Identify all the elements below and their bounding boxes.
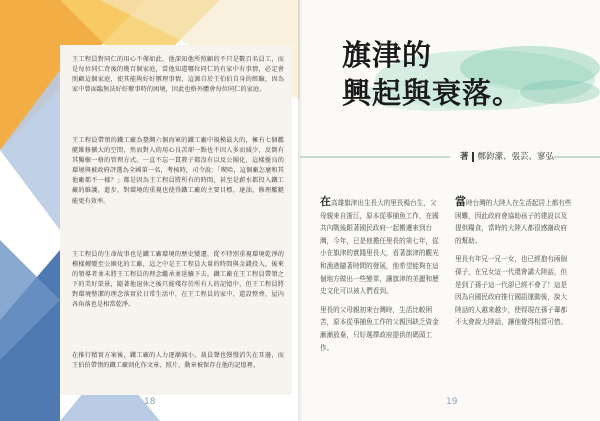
column1-paragraph-1 bbox=[320, 196, 440, 298]
paragraph-text: 時台灣的大陸人在生活起居上都有些困難，因此政府會協助孩子的建設以及提供糧食，當時的大陸人都很感謝政府的幫助。 bbox=[455, 199, 572, 245]
dropcap: 當 bbox=[455, 195, 466, 208]
page-number-left: 18 bbox=[144, 397, 156, 407]
book-spine-shadow bbox=[298, 0, 302, 421]
divider-left bbox=[300, 156, 450, 158]
left-paragraph-2: 王工程員帶領的鐵工廠為臺灣六個海軍的鐵工廠中規模最大的，擁有七個艦艇維修擴大的空間，然而對人的用心良苦卻一點也不因人多而減少，反倒有其獨樹一格的管理方式。一直不忘一貫教子都沒有以及公團化，這樣優良的環境與被政府評選為全國第一名，考核時，司令說：「喫哈，這個廠怎麼和其他廠都不一樣？」都是因為王工程員將所有的時間，甚至是薪水都投入鐵工廠的維護，進步，對環境的重視也使得鐵工廠的主要目標，達油，修理艦艇能更有效率。 bbox=[72, 137, 284, 205]
left-paragraph-4: 在推行精實方案後，鐵工廠的人力逐漸減小，裁員聲也慢慢消失在耳邊，而王伯伯帶領的鐵工廠則化作文章、照片、動章被保存在他的記憶裡。 bbox=[72, 352, 284, 370]
article-title-line1: 旗津的 bbox=[342, 38, 433, 72]
column2-paragraph-2 bbox=[455, 253, 573, 329]
left-paragraph-1: 王工程員對同仁的用心不僅如此，他深知他所照顧的不只是數百名員工，而是每位同仁背後的幾百個家庭，當他知道哪位同仁的有家中有事情，必定會照顧這個家庭，使其能夠好好辦理事情，這源自於王伯伯自身的經驗，因為家中曾面臨無法好好辦事時的困境，因此也格外體會每位同仁的家庭。 bbox=[72, 56, 284, 94]
divider-right bbox=[554, 156, 600, 158]
author-byline bbox=[460, 150, 554, 162]
column2-paragraph-1 bbox=[455, 196, 573, 247]
author-names: 鄭鈞瀠、張芸、寥弘 bbox=[477, 152, 555, 162]
right-page bbox=[300, 0, 600, 421]
text-column-2 bbox=[455, 196, 573, 329]
paragraph-text: 里長的父母親初來台灣時，生活比較困苦，原本從事捕魚工作的父親因缺乏資金漸漸放棄，只好選擇政府提供的碼頭工作。 bbox=[320, 305, 439, 352]
paragraph-text: 里長有年兄一兄一女，也已經抱有兩個孫子，在兄女這一代還會講大陸話，但是到了孫子這一代卻已經不會了！這是因為自國民政府推行國語運動後，說大陸話的人越來越少，使得現在孫子輩都不太會說大陸話，讓他覺得相當可惜。 bbox=[455, 255, 568, 327]
dropcap: 在 bbox=[320, 195, 331, 208]
paragraph-text: 高雄旗津出生長大的里長楊台生，父母親來自浙江，原本從事捕魚工作，在國共內戰後跟著國民政府一起搬遷來到台灣，今年，已是他擔任里長的第七年，從小在旗津的實踐里長大，看著旗津的觀光和漁港隨著時間的發展，他希望能夠在這個地方做出一些變革，讓旗津的美麗和歷史文化可以被人們看到。 bbox=[320, 199, 439, 296]
article-title-line2: 興起與衰落。 bbox=[342, 76, 523, 110]
page-number-right: 19 bbox=[446, 397, 458, 407]
left-paragraph-3: 王工程員的生命故事也是鐵工廠環境的歷史變遷，從不特別重視環境乾淨的模樣轉變至公園化的工廠，這之中是王工程員大量的時間與金錢投入，後來的領導者並未將王工程員的理念繼承並延續下去，鐵工廠在王工程員帶領之下的美好榮景，隨著他退休之後只能殘存於所有人的記憶中，但王工程員將對環境整潔的理念落實於日常生活中，在王工程員的家中，還設整齊，屋內各角落也是相當乾淨。 bbox=[72, 251, 284, 309]
text-column-1 bbox=[320, 196, 440, 354]
byline-divider bbox=[472, 152, 474, 162]
column1-paragraph-2 bbox=[320, 304, 440, 354]
byline-label: 著 bbox=[460, 152, 469, 162]
left-text-panel bbox=[60, 45, 292, 395]
